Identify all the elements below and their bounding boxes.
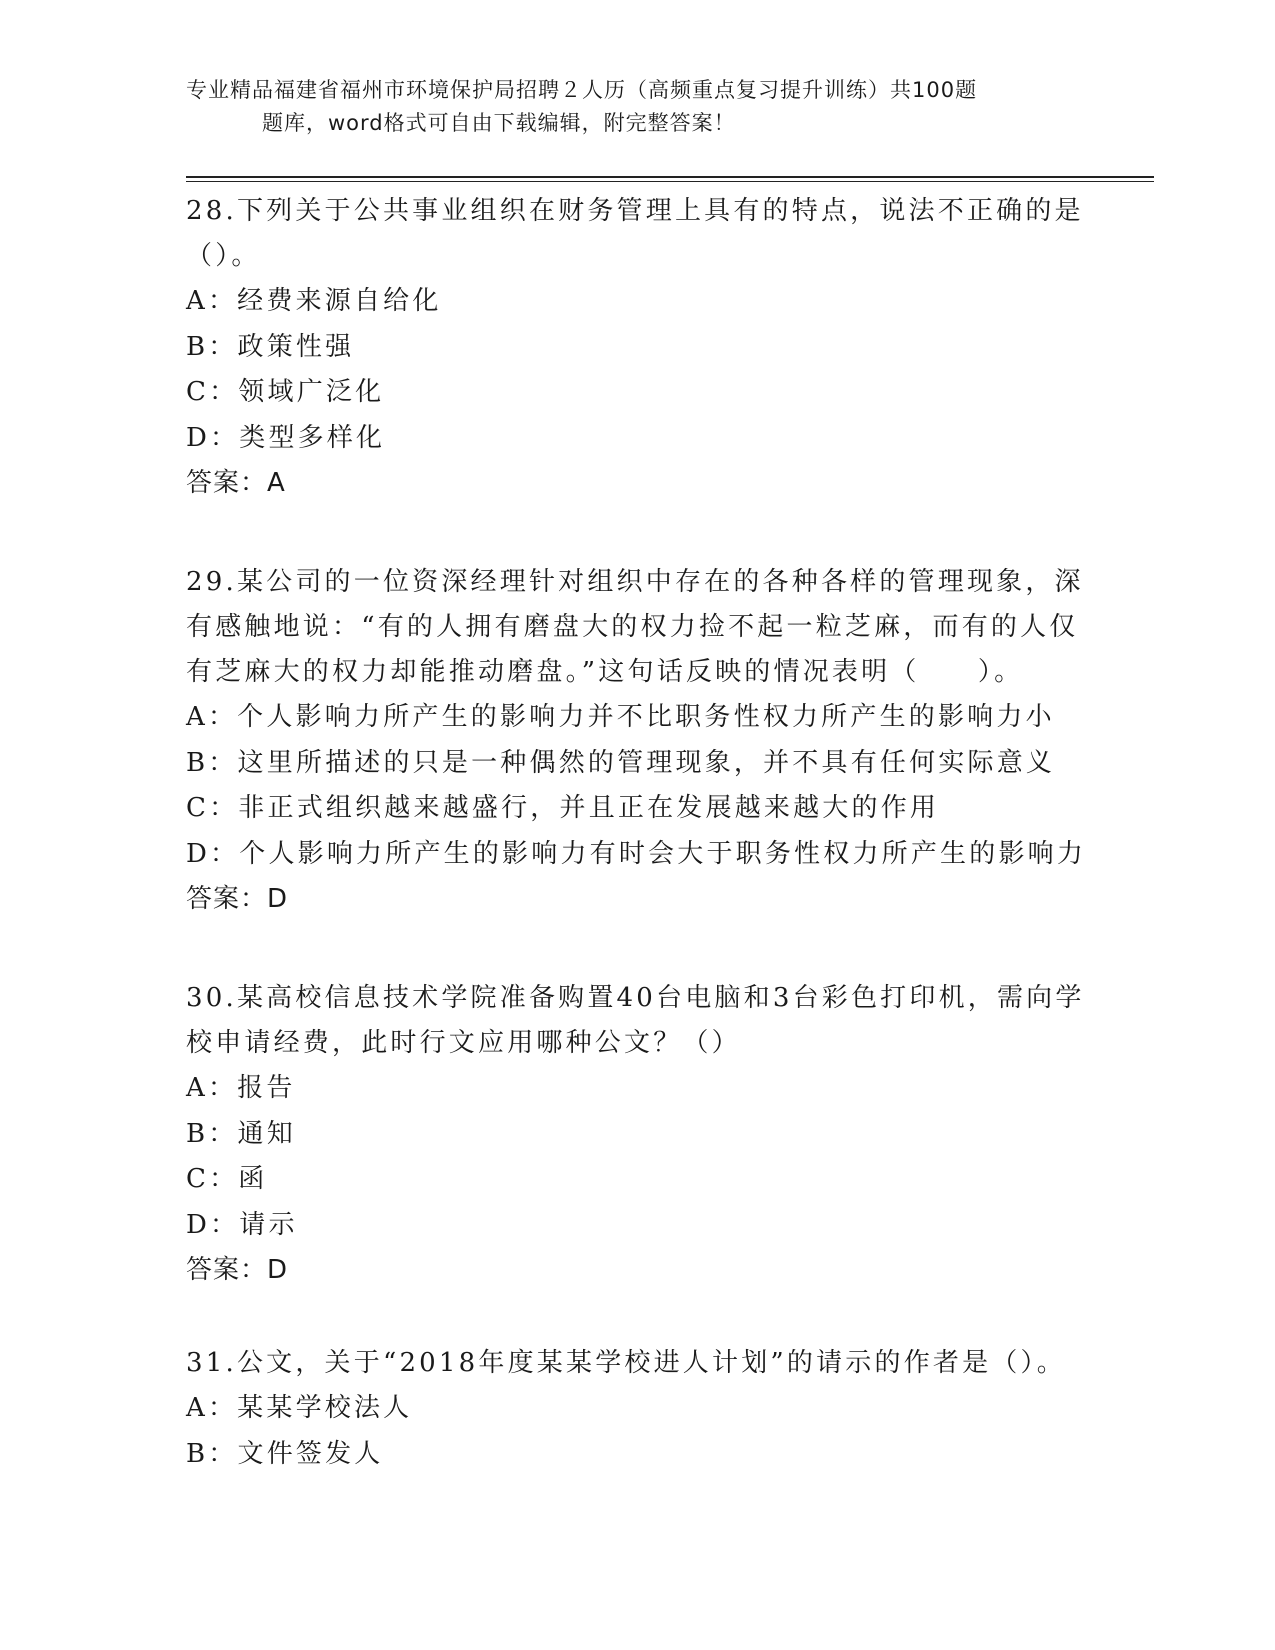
option-b: B：政策性强 <box>186 331 355 362</box>
option-c: C：函 <box>186 1164 268 1194</box>
option-a: A：某某学校法人 <box>186 1393 413 1423</box>
option-d: D：类型多样化 <box>186 422 386 453</box>
question-stem: 28.下列关于公共事业组织在财务管理上具有的特点，说法不正确的是（）。 <box>186 196 1084 271</box>
question-28 <box>186 189 1086 506</box>
header-divider-thick <box>186 176 1154 178</box>
option-a: A：个人影响力所产生的影响力并不比职务性权力所产生的影响力小 <box>186 702 1055 732</box>
question-29 <box>186 560 1086 922</box>
option-c: C：领域广泛化 <box>186 377 385 407</box>
question-spacer <box>186 506 1086 560</box>
question-spacer <box>186 922 1086 976</box>
answer-line: 答案：A <box>186 468 286 498</box>
header-title-line-2: 题库，word格式可自由下载编辑，附完整答案！ <box>262 111 736 135</box>
answer-line: 答案：D <box>186 884 289 914</box>
answer-line: 答案：D <box>186 1255 289 1285</box>
header-divider-thin <box>186 181 1154 182</box>
question-list <box>186 189 1086 1477</box>
option-d: D：个人影响力所产生的影响力有时会大于职务性权力所产生的影响力 <box>186 838 1087 869</box>
question-stem: 31.公文，关于“2018年度某某学校进人计划”的请示的作者是（）。 <box>186 1348 1066 1378</box>
header-title-line-1: 专业精品福建省福州市环境保护局招聘２人历（高频重点复习提升训练）共100题 <box>186 78 978 102</box>
question-31 <box>186 1341 1086 1477</box>
question-stem: 30.某高校信息技术学院准备购置40台电脑和3台彩色打印机，需向学校申请经费，此时行文应用哪种公文？（） <box>186 983 1085 1058</box>
document-header <box>186 74 1086 140</box>
question-spacer <box>186 1293 1086 1341</box>
option-a: A：报告 <box>186 1073 296 1103</box>
question-30 <box>186 976 1086 1293</box>
option-b: B：通知 <box>186 1118 296 1149</box>
option-a: A：经费来源自给化 <box>186 286 442 316</box>
option-d: D：请示 <box>186 1209 298 1240</box>
option-c: C：非正式组织越来越盛行，并且正在发展越来越大的作用 <box>186 793 940 823</box>
option-b: B：文件签发人 <box>186 1438 384 1469</box>
question-stem: 29.某公司的一位资深经理针对组织中存在的各种各样的管理现象，深有感触地说：“有的人拥有磨盘大的权力捡不起一粒芝麻，而有的人仅有芝麻大的权力却能推动磨盘。”这句话反映的情况表明（ ）。 <box>186 567 1084 687</box>
option-b: B：这里所描述的只是一种偶然的管理现象，并不具有任何实际意义 <box>186 747 1056 778</box>
